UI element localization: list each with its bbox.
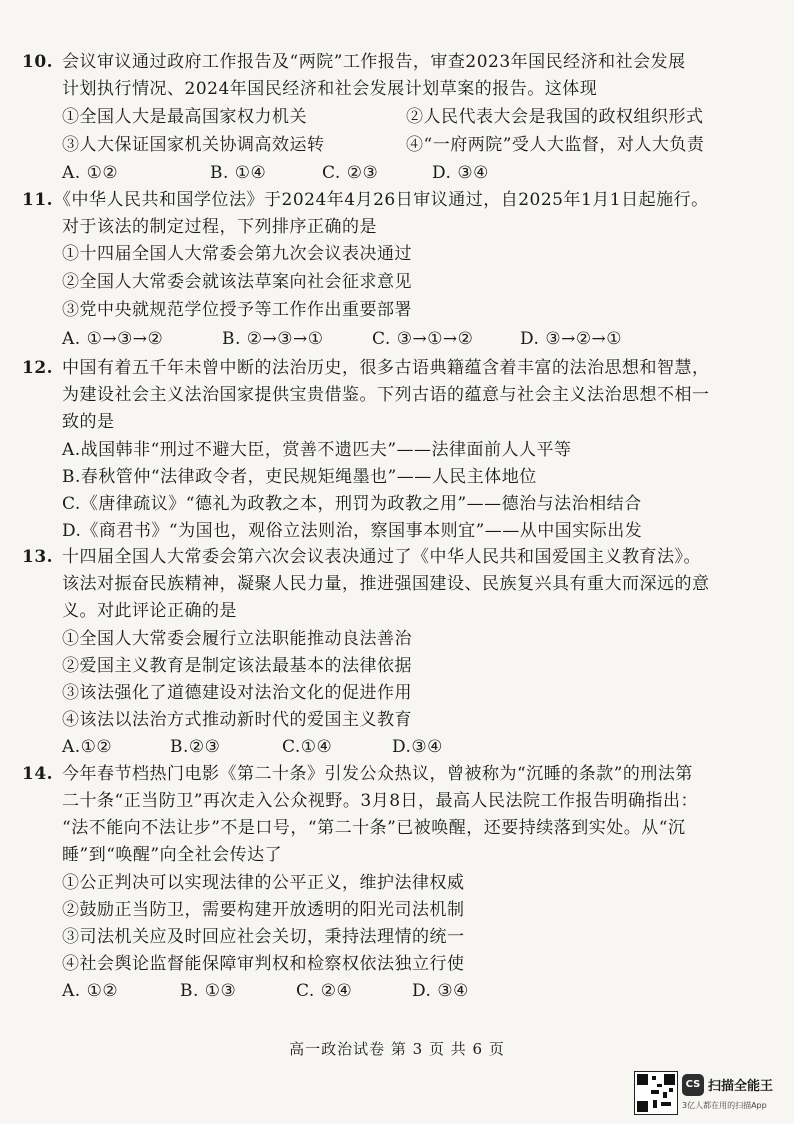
stem-line: 致的是 — [62, 412, 115, 432]
statement: ①十四届全国人大常委会第九次会议表决通过 — [62, 244, 412, 264]
option-b: B. ①③ — [180, 981, 237, 1001]
stem-line: 二十条“正当防卫”再次走入公众视野。3月8日，最高人民法院工作报告明确指出： — [62, 791, 699, 811]
option-b: B.春秋管仲“法律政令者，吏民规矩绳墨也”——人民主体地位 — [62, 467, 537, 487]
page-footer: 高一政治试卷 第 3 页 共 6 页 — [289, 1040, 505, 1058]
option-d: D. ③④ — [412, 981, 469, 1001]
statement: ②爱国主义教育是制定该法最基本的法律依据 — [62, 656, 412, 676]
stem-line: 今年春节档热门电影《第二十条》引发公众热议，曾被称为“沉睡的条款”的刑法第 — [62, 764, 693, 784]
stem-line: 义。对此评论正确的是 — [62, 601, 237, 621]
statement: ③党中央就规范学位授予等工作作出重要部署 — [62, 300, 412, 320]
option-d: D. ③④ — [432, 163, 489, 183]
statement: ③该法强化了道德建设对法治文化的促进作用 — [62, 683, 412, 703]
statement: ①全国人大是最高国家权力机关 — [62, 107, 307, 127]
stem-line: “法不能向不法让步”不是口号，“第二十条”已被唤醒，还要持续落到实处。从“沉 — [62, 818, 686, 838]
option-a: A.战国韩非“刑过不避大臣，赏善不遗匹夫”——法律面前人人平等 — [62, 440, 572, 460]
statement: ④该法以法治方式推动新时代的爱国主义教育 — [62, 710, 412, 730]
stem-line: 对于该法的制定过程，下列排序正确的是 — [62, 217, 377, 237]
question-number: 14. — [22, 764, 54, 784]
statement: ②鼓励正当防卫，需要构建开放透明的阳光司法机制 — [62, 900, 465, 920]
option-d: D.③④ — [392, 737, 443, 757]
stem-line: 计划执行情况、2024年国民经济和社会发展计划草案的报告。这体现 — [62, 79, 598, 99]
statement: ①全国人大常委会履行立法职能推动良法善治 — [62, 629, 412, 649]
option-a: A. ①② — [62, 981, 119, 1001]
statement: ④社会舆论监督能保障审判权和检察权依法独立行使 — [62, 954, 465, 974]
option-a: A. ①→③→② — [62, 329, 164, 349]
scanner-app-name: 扫描全能王 — [708, 1079, 774, 1094]
option-c: C. ②③ — [322, 163, 379, 183]
statement: ④“一府两院”受人大监督，对人大负责 — [406, 135, 705, 155]
option-c: C. ③→①→② — [372, 329, 474, 349]
option-c: C. ②④ — [296, 981, 353, 1001]
statement: ③司法机关应及时回应社会关切，秉持法理情的统一 — [62, 927, 465, 947]
stem-line: 《中华人民共和国学位法》于2024年4月26日审议通过，自2025年1月1日起施行。 — [54, 190, 709, 210]
stem-line: 该法对振奋民族精神，凝聚人民力量，推进强国建设、民族复兴具有重大而深远的意 — [62, 574, 710, 594]
stem-line: 睡”到“唤醒”向全社会传达了 — [62, 845, 283, 865]
option-b: B.②③ — [170, 737, 221, 757]
option-c: C.《唐律疏议》“德礼为政教之本，刑罚为政教之用”——德治与法治相结合 — [62, 494, 642, 514]
statement: ③人大保证国家机关协调高效运转 — [62, 135, 325, 155]
option-a: A.①② — [62, 737, 113, 757]
stem-line: 为建设社会主义法治国家提供宝贵借鉴。下列古语的蕴意与社会主义法治思想不相一 — [62, 385, 710, 405]
stem-line: 中国有着五千年未曾中断的法治历史，很多古语典籍蕴含着丰富的法治思想和智慧， — [62, 358, 710, 378]
camscanner-logo-icon: CS — [682, 1074, 704, 1096]
question-number: 11. — [22, 190, 54, 210]
stem-line: 十四届全国人大常委会第六次会议表决通过了《中华人民共和国爱国主义教育法》。 — [62, 547, 701, 567]
statement: ②全国人大常委会就该法草案向社会征求意见 — [62, 272, 412, 292]
question-number: 13. — [22, 547, 54, 567]
statement: ①公正判决可以实现法律的公平正义，维护法律权威 — [62, 873, 465, 893]
option-d: D. ③→②→① — [520, 329, 623, 349]
option-b: B. ①④ — [210, 163, 267, 183]
question-number: 12. — [22, 358, 54, 378]
scanner-tagline: 3亿人都在用的扫描App — [682, 1101, 767, 1110]
question-number: 10. — [22, 52, 54, 72]
stem-line: 会议审议通过政府工作报告及“两院”工作报告，审查2023年国民经济和社会发展 — [62, 52, 686, 72]
option-b: B. ②→③→① — [222, 329, 324, 349]
qr-code-icon — [634, 1071, 678, 1115]
option-d: D.《商君书》“为国也，观俗立法则治，察国事本则宜”——从中国实际出发 — [62, 521, 643, 541]
option-a: A. ①② — [62, 163, 119, 183]
option-c: C.①④ — [282, 737, 333, 757]
statement: ②人民代表大会是我国的政权组织形式 — [406, 107, 704, 127]
